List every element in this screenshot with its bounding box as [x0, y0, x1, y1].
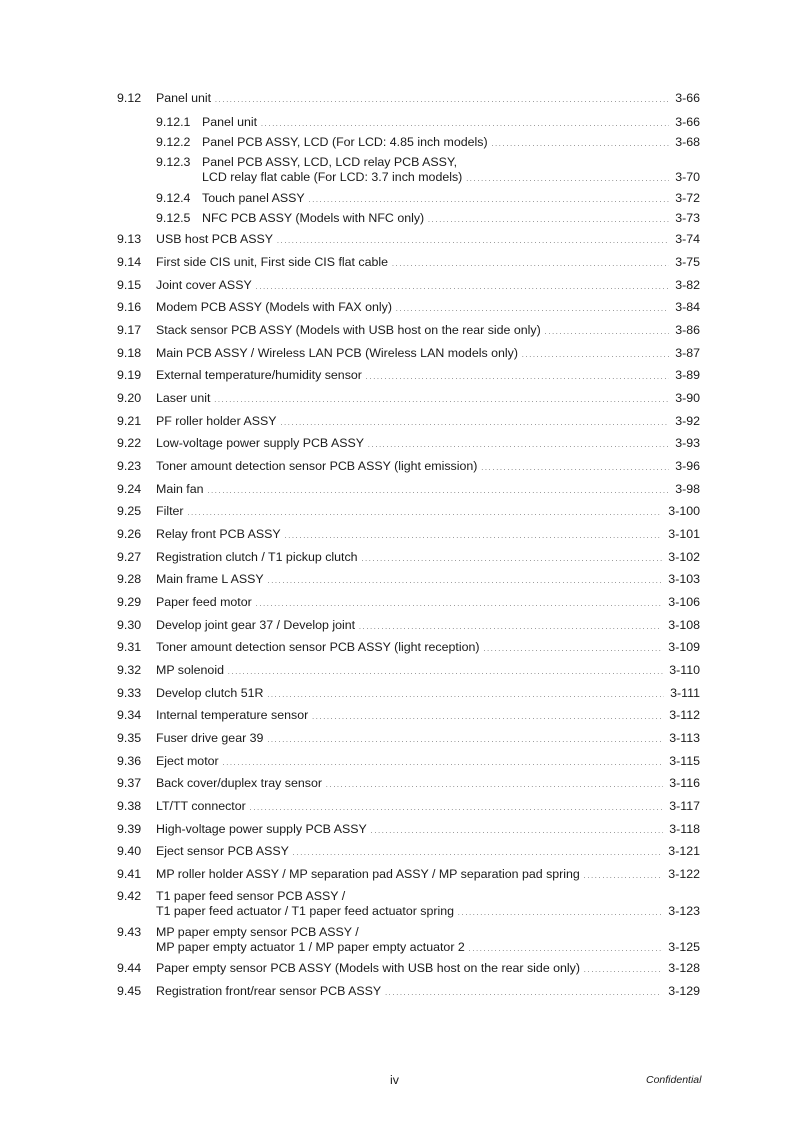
- toc-entry-title-line: Eject sensor PCB ASSY: [156, 844, 289, 858]
- dot-leader: [483, 640, 662, 658]
- toc-entry-number: 9.20: [117, 391, 142, 405]
- toc-entry-page[interactable]: 3-121: [668, 844, 700, 858]
- dot-leader: [368, 436, 669, 454]
- dot-leader: [188, 504, 663, 522]
- toc-entry-number: 9.12.4: [156, 191, 191, 205]
- toc-entry-title-line: MP roller holder ASSY / MP separation pad ASSY / MP separation pad spring: [156, 867, 580, 881]
- toc-entry-title-line: NFC PCB ASSY (Models with NFC only): [202, 211, 425, 225]
- toc-entry-page[interactable]: 3-101: [668, 527, 700, 541]
- dot-leader: [469, 940, 663, 958]
- page-number: iv: [390, 1073, 399, 1087]
- toc-entry-page[interactable]: 3-75: [675, 255, 700, 269]
- toc-entry-title: [156, 925, 700, 958]
- toc-entry-page[interactable]: 3-111: [670, 686, 700, 700]
- toc-entry-title-line: Develop clutch 51R: [156, 686, 264, 700]
- toc-entry-title: [156, 232, 700, 250]
- dot-leader: [584, 961, 662, 979]
- toc-entry-title-line: First side CIS unit, First side CIS flat cable: [156, 255, 389, 269]
- toc-entry-number: 9.12: [117, 91, 142, 105]
- toc-entry-number: 9.27: [117, 550, 142, 564]
- toc-entry-title: [156, 550, 700, 568]
- toc-entry-title: [156, 323, 700, 341]
- toc-entry-title-line: Registration clutch / T1 pickup clutch: [156, 550, 358, 564]
- toc-entry-title: [156, 961, 700, 979]
- toc-entry-page[interactable]: 3-108: [668, 618, 700, 632]
- toc-entry-number: 9.19: [117, 368, 142, 382]
- toc-entry-title-line: Filter: [156, 504, 184, 518]
- toc-entry-page[interactable]: 3-102: [668, 550, 700, 564]
- toc-entry-page[interactable]: 3-113: [669, 731, 700, 745]
- toc-entry-title-line: PF roller holder ASSY: [156, 414, 277, 428]
- toc-entry-title: [156, 595, 700, 613]
- toc-entry-title: [202, 155, 700, 188]
- toc-entry-number: 9.34: [117, 708, 142, 722]
- toc-entry-page[interactable]: 3-90: [675, 391, 700, 405]
- toc-entry-page[interactable]: 3-92: [675, 414, 700, 428]
- toc-entry-number: 9.26: [117, 527, 142, 541]
- toc-entry-title-line: Touch panel ASSY: [202, 191, 305, 205]
- toc-entry-number: 9.15: [117, 278, 142, 292]
- toc-entry-page[interactable]: 3-128: [668, 961, 700, 975]
- dot-leader: [267, 686, 664, 704]
- toc-entry-title-line: Modem PCB ASSY (Models with FAX only): [156, 300, 392, 314]
- toc-entry-title-line: Fuser drive gear 39: [156, 731, 264, 745]
- toc-entry-title: [202, 115, 700, 133]
- toc-entry-title-line: MP solenoid: [156, 663, 224, 677]
- toc-entry-page[interactable]: 3-123: [668, 904, 700, 918]
- toc-entry-number: 9.18: [117, 346, 142, 360]
- toc-entry-page[interactable]: 3-72: [675, 191, 700, 205]
- toc-entry-page[interactable]: 3-118: [669, 822, 700, 836]
- toc-entry-title: [202, 211, 700, 229]
- toc-entry-page[interactable]: 3-129: [668, 984, 700, 998]
- dot-leader: [312, 708, 663, 726]
- toc-entry-number: 9.12.1: [156, 115, 191, 129]
- dot-leader: [293, 844, 662, 862]
- toc-entry-title-line: Main frame L ASSY: [156, 572, 264, 586]
- toc-entry-title-line: Paper feed motor: [156, 595, 252, 609]
- toc-entry-title-line: LCD relay flat cable (For LCD: 3.7 inch models): [202, 170, 463, 184]
- toc-entry-page[interactable]: 3-96: [675, 459, 700, 473]
- toc-entry-title: [156, 482, 700, 500]
- toc-entry-page[interactable]: 3-112: [669, 708, 700, 722]
- toc-entry-title: [156, 255, 700, 273]
- toc-entry-title: [156, 527, 700, 545]
- dot-leader: [250, 799, 663, 817]
- toc-entry-number: 9.39: [117, 822, 142, 836]
- toc-entry-title-line: Toner amount detection sensor PCB ASSY (light emission): [156, 459, 478, 473]
- dot-leader: [256, 278, 669, 296]
- toc-entry-number: 9.44: [117, 961, 142, 975]
- toc-entry-page[interactable]: 3-73: [675, 211, 700, 225]
- toc-entry-page[interactable]: 3-93: [675, 436, 700, 450]
- dot-leader: [326, 776, 663, 794]
- toc-entry-title: [156, 822, 700, 840]
- toc-entry-number: 9.43: [117, 925, 142, 939]
- toc-entry-title-line: External temperature/humidity sensor: [156, 368, 362, 382]
- toc-entry-page[interactable]: 3-87: [675, 346, 700, 360]
- toc-entry-title: [156, 686, 700, 704]
- dot-leader: [277, 232, 669, 250]
- toc-entry-number: 9.41: [117, 867, 142, 881]
- toc-entry-title-line: Panel unit: [156, 91, 212, 105]
- toc-entry-title: [156, 844, 700, 862]
- toc-entry-title: [156, 572, 700, 590]
- toc-entry-title: [156, 346, 700, 364]
- toc-entry-number: 9.13: [117, 232, 142, 246]
- toc-entry-page[interactable]: 3-117: [669, 799, 700, 813]
- toc-entry-title-line: MP paper empty sensor PCB ASSY /: [156, 925, 359, 939]
- dot-leader: [481, 459, 669, 477]
- toc-entry-number: 9.14: [117, 255, 142, 269]
- dot-leader: [215, 91, 669, 109]
- dot-leader: [362, 550, 663, 568]
- toc-entry-title: [156, 504, 700, 522]
- toc-entry-title-line: Develop joint gear 37 / Develop joint: [156, 618, 356, 632]
- toc-entry-title: [156, 436, 700, 454]
- toc-entry-title-line: T1 paper feed actuator / T1 paper feed actuator spring: [156, 904, 455, 918]
- toc-entry-number: 9.17: [117, 323, 142, 337]
- dot-leader: [228, 663, 663, 681]
- dot-leader: [267, 731, 663, 749]
- toc-entry-title: [156, 731, 700, 749]
- dot-leader: [359, 618, 662, 636]
- toc-entry-title: [156, 799, 700, 817]
- dot-leader: [223, 754, 664, 772]
- dot-leader: [285, 527, 663, 545]
- dot-leader: [268, 572, 663, 590]
- toc-entry-title-line: Main PCB ASSY / Wireless LAN PCB (Wireless LAN models only): [156, 346, 518, 360]
- dot-leader: [309, 191, 670, 209]
- confidential-label: Confidential: [646, 1074, 702, 1086]
- toc-entry-number: 9.45: [117, 984, 142, 998]
- toc-entry-page[interactable]: 3-98: [675, 482, 700, 496]
- toc-entry-title-line: Toner amount detection sensor PCB ASSY (light reception): [156, 640, 480, 654]
- toc-entry-number: 9.32: [117, 663, 142, 677]
- toc-entry-number: 9.25: [117, 504, 142, 518]
- toc-entry-title-line: Laser unit: [156, 391, 211, 405]
- toc-entry-page[interactable]: 3-115: [669, 754, 700, 768]
- toc-entry-page[interactable]: 3-86: [675, 323, 700, 337]
- dot-leader: [428, 211, 669, 229]
- toc-entry-title: [156, 618, 700, 636]
- toc-entry-page[interactable]: 3-84: [675, 300, 700, 314]
- toc-entry-title: [156, 776, 700, 794]
- toc-entry-number: 9.33: [117, 686, 142, 700]
- dot-leader: [522, 346, 669, 364]
- toc-entry-title: [156, 663, 700, 681]
- toc-entry-title: [156, 889, 700, 922]
- toc-entry-number: 9.31: [117, 640, 142, 654]
- dot-leader: [366, 368, 669, 386]
- toc-entry-page[interactable]: 3-125: [668, 940, 700, 954]
- toc-entry-title: [202, 135, 700, 153]
- toc-entry-number: 9.28: [117, 572, 142, 586]
- dot-leader: [466, 170, 669, 188]
- dot-leader: [256, 595, 663, 613]
- toc-entry-title: [156, 867, 700, 885]
- toc-entry-title-line: High-voltage power supply PCB ASSY: [156, 822, 367, 836]
- toc-entry-title-line: T1 paper feed sensor PCB ASSY /: [156, 889, 346, 903]
- toc-entry-number: 9.40: [117, 844, 142, 858]
- toc-entry-title-line: Joint cover ASSY: [156, 278, 252, 292]
- toc-entry-title-line: MP paper empty actuator 1 / MP paper empty actuator 2: [156, 940, 465, 954]
- toc-entry-page[interactable]: 3-106: [668, 595, 700, 609]
- toc-entry-title-line: USB host PCB ASSY: [156, 232, 274, 246]
- dot-leader: [396, 300, 669, 318]
- toc-entry-title-line: Back cover/duplex tray sensor: [156, 776, 322, 790]
- toc-entry-title-line: Internal temperature sensor: [156, 708, 309, 722]
- toc-entry-title-line: Paper empty sensor PCB ASSY (Models with USB host on the rear side only): [156, 961, 581, 975]
- toc-entry-title-line: Low-voltage power supply PCB ASSY: [156, 436, 364, 450]
- toc-entry-title: [156, 414, 700, 432]
- toc-entry-title: [156, 984, 700, 1002]
- dot-leader: [261, 115, 669, 133]
- toc-entry-page[interactable]: 3-70: [675, 170, 700, 184]
- dot-leader: [281, 414, 670, 432]
- toc-entry-page[interactable]: 3-109: [668, 640, 700, 654]
- toc-entry-number: 9.42: [117, 889, 142, 903]
- dot-leader: [214, 391, 669, 409]
- toc-entry-title-line: Panel PCB ASSY, LCD, LCD relay PCB ASSY,: [202, 155, 458, 169]
- toc-entry-title: [202, 191, 700, 209]
- toc-entry-number: 9.36: [117, 754, 142, 768]
- dot-leader: [385, 984, 662, 1002]
- toc-entry-title: [156, 300, 700, 318]
- toc-entry-page[interactable]: 3-82: [675, 278, 700, 292]
- toc-entry-title-line: Eject motor: [156, 754, 219, 768]
- dot-leader: [545, 323, 669, 341]
- toc-entry-title-line: Panel PCB ASSY, LCD (For LCD: 4.85 inch models): [202, 135, 488, 149]
- dot-leader: [458, 904, 662, 922]
- dot-leader: [584, 867, 662, 885]
- toc-entry-number: 9.35: [117, 731, 142, 745]
- toc-entry-page[interactable]: 3-116: [669, 776, 700, 790]
- toc-entry-number: 9.12.3: [156, 155, 191, 169]
- toc-entry-number: 9.16: [117, 300, 142, 314]
- toc-entry-page[interactable]: 3-110: [669, 663, 700, 677]
- dot-leader: [492, 135, 670, 153]
- toc-entry-number: 9.37: [117, 776, 142, 790]
- toc-entry-title-line: Registration front/rear sensor PCB ASSY: [156, 984, 382, 998]
- toc-entry-title-line: Stack sensor PCB ASSY (Models with USB host on the rear side only): [156, 323, 541, 337]
- toc-entry-title: [156, 368, 700, 386]
- toc-entry-page[interactable]: 3-74: [675, 232, 700, 246]
- toc-entry-title: [156, 278, 700, 296]
- toc-entry-number: 9.22: [117, 436, 142, 450]
- toc-entry-title-line: LT/TT connector: [156, 799, 246, 813]
- toc-entry-title: [156, 640, 700, 658]
- toc-entry-page[interactable]: 3-122: [668, 867, 700, 881]
- toc-entry-title-line: Main fan: [156, 482, 204, 496]
- toc-entry-number: 9.30: [117, 618, 142, 632]
- toc-entry-title-line: Relay front PCB ASSY: [156, 527, 281, 541]
- toc-entry-title: [156, 459, 700, 477]
- dot-leader: [208, 482, 670, 500]
- toc-entry-page[interactable]: 3-66: [675, 115, 700, 129]
- toc-entry-page[interactable]: 3-68: [675, 135, 700, 149]
- toc-entry-number: 9.29: [117, 595, 142, 609]
- dot-leader: [371, 822, 663, 840]
- toc-entry-number: 9.12.5: [156, 211, 191, 225]
- toc-entry-title: [156, 708, 700, 726]
- toc-entry-title: [156, 91, 700, 109]
- toc-entry-title: [156, 391, 700, 409]
- toc-entry-page[interactable]: 3-100: [668, 504, 700, 518]
- toc-entry-number: 9.21: [117, 414, 142, 428]
- toc-entry-page[interactable]: 3-66: [675, 91, 700, 105]
- toc-entry-page[interactable]: 3-89: [675, 368, 700, 382]
- toc-entry-number: 9.24: [117, 482, 142, 496]
- toc-entry-title: [156, 754, 700, 772]
- toc-entry-number: 9.23: [117, 459, 142, 473]
- toc-entry-number: 9.12.2: [156, 135, 191, 149]
- toc-entry-title-line: Panel unit: [202, 115, 258, 129]
- dot-leader: [392, 255, 669, 273]
- toc-entry-number: 9.38: [117, 799, 142, 813]
- toc-entry-page[interactable]: 3-103: [668, 572, 700, 586]
